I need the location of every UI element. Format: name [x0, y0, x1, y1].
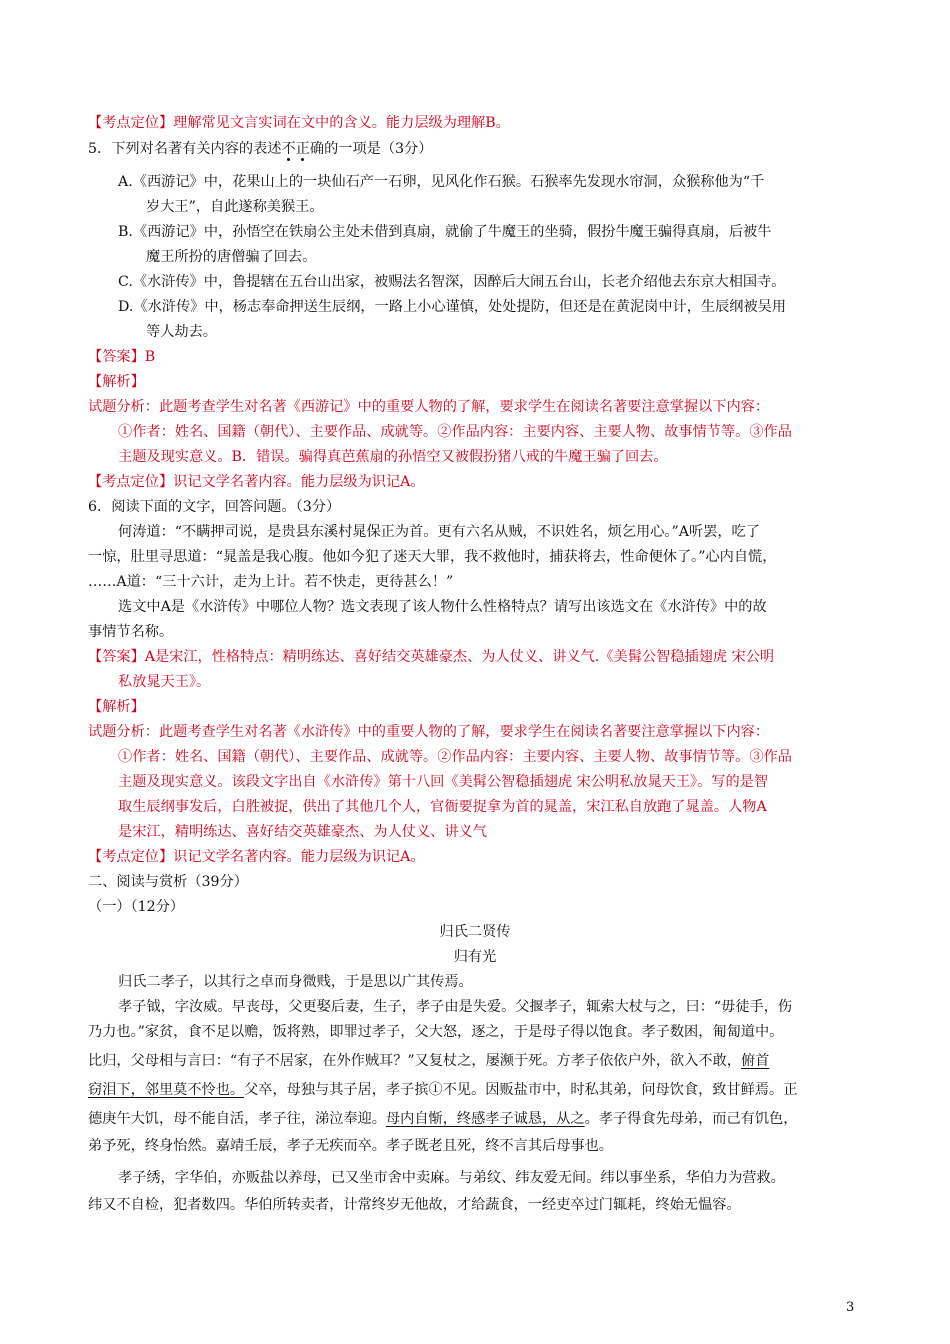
q6-question-line2: 事情节名称。 [88, 624, 174, 640]
q5-stem-a: 5．下列对名著有关内容的表述 [88, 141, 282, 157]
q5-stem-b: 确的一项是（3分） [309, 141, 433, 157]
q6-analysis-line1: 试题分析：此题考查学生对名著《水浒传》中的重要人物的了解，要求学生在阅读名著要注意掌握以下内容： [88, 724, 770, 740]
q5-option-c: C.《水浒传》中，鲁提辖在五台山出家，被赐法名智深，因醉后大闹五台山，长老介绍他去东京大相国寺。 [118, 274, 786, 290]
q5-analysis-line3: 主题及现实意义。B．错误。骗得真芭蕉扇的孙悟空又被假扮猪八戒的牛魔王骗了回去。 [118, 449, 668, 465]
passage-para1: 归氏二孝子，以其行之卓而身微贱，于是思以广其传焉。 [118, 974, 473, 990]
q5-answer: 【答案】B [88, 349, 156, 365]
passage-para2-line3-text: 比归，父母相与言曰：“有子不居家，在外作贼耳？”又复杖之，屡濒于死。方孝子依依户外，欲入不敢， [88, 1053, 741, 1069]
q5-key-point: 【考点定位】识记文学名著内容。能力层级为识记A。 [88, 474, 425, 490]
q6-question-line1: 选文中A是《水浒传》中哪位人物？选文表现了该人物什么性格特点？请写出该选文在《水浒传》中的故 [118, 599, 767, 615]
q6-analysis-line3: 主题及现实意义。该段文字出自《水浒传》第十八回《美髯公智稳插翅虎 宋公明私放晁天王》。写的是智 [118, 774, 769, 790]
q6-analysis-label: 【解析】 [88, 699, 145, 715]
q6-stem: 6．阅读下面的文字，回答问题。（3分） [88, 499, 341, 515]
q6-passage-line3: ……A道：“三十六计，走为上计。若不快走，更待甚么！” [88, 574, 454, 590]
passage-para2-line5-text-b: 。孝子得食先母弟，而己有饥色， [584, 1111, 798, 1127]
q6-analysis-line2: ①作者：姓名、国籍（朝代）、主要作品、成就等。②作品内容：主要内容、主要人物、故事情节等。③作品 [118, 749, 792, 765]
q5-option-d-line1: D.《水浒传》中，杨志奉命押送生辰纲，一路上小心谨慎，处处提防，但还是在黄泥岗中计，生辰纲被吴用 [118, 299, 787, 315]
q5-analysis-line2: ①作者：姓名、国籍（朝代）、主要作品、成就等。②作品内容：主要内容、主要人物、故事情节等。③作品 [118, 424, 792, 440]
q6-analysis-line4: 取生辰纲事发后，白胜被捉，供出了其他几个人，官衙要捉拿为首的晁盖，宋江私自放跑了晁盖。人物A [118, 799, 767, 815]
passage-para2-line5 [88, 1109, 797, 1129]
section-heading: 二、阅读与赏析（39分） [88, 874, 248, 890]
q5-option-d-line2: 等人劫去。 [146, 324, 217, 340]
passage-title: 归氏二贤传 [439, 924, 511, 940]
q5-analysis-label: 【解析】 [88, 374, 145, 390]
q5-option-a-line2: 岁大王”，自此遂称美猴王。 [146, 199, 324, 215]
q6-answer-line1: 【答案】A是宋江，性格特点：精明练达、喜好结交英雄豪杰、为人仗义、讲义气.《美髯公智稳插翅虎 宋公明 [88, 649, 775, 665]
passage-para3-line1: 孝子绣，字华伯，亦贩盐以养母，已又坐市舍中卖麻。与弟纹、纬友爱无间。纬以事坐系，华伯力为营救。 [118, 1170, 785, 1186]
q5-option-b-line2: 魔王所扮的唐僧骗了回去。 [146, 249, 317, 265]
passage-para2-line5-text-a: 德庚午大饥，母不能自活，孝子往，涕泣奉迎。 [88, 1111, 386, 1127]
underlined-sentence-1-end: 窃泪下，邻里莫不怜也。 [88, 1082, 245, 1098]
passage-para2-line4 [88, 1080, 797, 1100]
passage-para2-line1: 孝子钺，字汝威。早丧母，父更娶后妻，生子，孝子由是失爱。父揠孝子，辄索大杖与之，曰：“毋徒手，伤 [118, 999, 793, 1015]
q6-passage-line1: 何涛道：“不瞒押司说，是贵县东溪村晁保正为首。更有六名从贼，不识姓名，烦乞用心。”A听罢，吃了 [118, 524, 760, 540]
q5-analysis-line1: 试题分析：此题考查学生对名著《西游记》中的重要人物的了解，要求学生在阅读名著要注意掌握以下内容： [88, 399, 770, 415]
underlined-sentence-1-start: 俯首 [740, 1053, 770, 1069]
q6-key-point: 【考点定位】识记文学名著内容。能力层级为识记A。 [88, 849, 425, 865]
q5-stem-emph-2: 正 [295, 141, 310, 157]
q4-key-point: 【考点定位】理解常见文言实词在文中的含义。能力层级为理解B。 [88, 115, 510, 131]
q5-stem-emph-1: 不 [281, 141, 296, 157]
q6-passage-line2: 一惊，肚里寻思道：“晁盖是我心腹。他如今犯了迷天大罪，我不救他时，捕获将去，性命便休了。”心内自慌， [88, 549, 777, 565]
page-number: 3 [846, 1300, 855, 1315]
q5-stem [88, 139, 432, 159]
passage-para2-line6: 弟予死，终身怡然。嘉靖壬辰，孝子无疾而卒。孝子既老且死，终不言其后母事也。 [88, 1138, 613, 1154]
q6-answer-line2: 私放晁天王》。 [118, 674, 211, 690]
passage-para2-line3 [88, 1051, 769, 1071]
passage-para3-line2: 纬又不自检，犯者数四。华伯所转卖者，计常终岁无他故，才给蔬食，一经吏卒过门辄耗，终始无愠容。 [88, 1197, 741, 1213]
passage-para2-line2: 乃力也。”家贫，食不足以赡，饭将熟，即罪过孝子，父大怒，逐之，于是母子得以饱食。孝子数困，匍匐道中。 [88, 1024, 784, 1040]
passage-author: 归有光 [453, 949, 497, 965]
passage-para2-line4-text: 父卒，母独与其子居，孝子摈①不见。因贩盐市中，时私其弟，问母饮食，致甘鲜焉。正 [244, 1082, 798, 1098]
underlined-sentence-2: 母内自惭，终感孝子诚恳，从之 [385, 1111, 585, 1127]
q6-analysis-line5: 是宋江，精明练达、喜好结交英雄豪杰、为人仗义、讲义气 [118, 824, 487, 840]
subsection-heading: （一）（12分） [88, 899, 185, 915]
q5-option-a-line1: A.《西游记》中，花果山上的一块仙石产一石卵，见风化作石猴。石猴率先发现水帘洞，众猴称他为“千 [118, 174, 765, 190]
q5-option-b-line1: B.《西游记》中，孙悟空在铁扇公主处未借到真扇，就偷了牛魔王的坐骑，假扮牛魔王骗得真扇，后被牛 [118, 224, 772, 240]
